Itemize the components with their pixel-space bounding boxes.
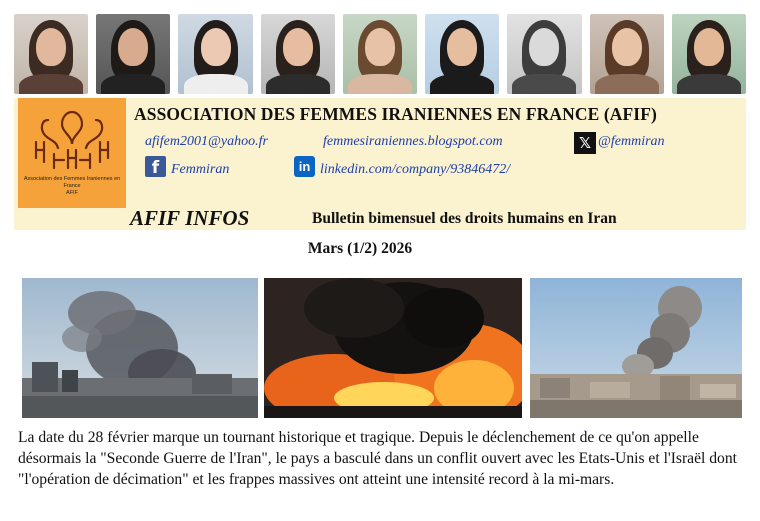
logo-caption bbox=[18, 176, 126, 197]
portrait-8 bbox=[590, 14, 664, 94]
fire-explosion-photo bbox=[264, 278, 522, 418]
city-smoke-photo bbox=[22, 278, 258, 418]
email-link[interactable]: afifem2001@yahoo.fr bbox=[145, 134, 268, 149]
linkedin-icon[interactable]: in bbox=[294, 156, 315, 177]
blog-link[interactable]: femmesiraniennes.blogspot.com bbox=[323, 134, 503, 149]
facebook-icon[interactable]: f bbox=[145, 156, 166, 177]
x-handle-link[interactable]: @femmiran bbox=[598, 134, 665, 149]
afif-logo bbox=[18, 98, 126, 206]
divider bbox=[18, 206, 126, 208]
portrait-2 bbox=[96, 14, 170, 94]
article-paragraph: La date du 28 février marque un tournant historique et tragique. Depuis le déclenchement de ce qu'on appelle désormais la "Seconde Guerre de l'Iran", le pays a basculé dans un conflit ouvert avec les Etats-Unis et l'Israël dont "l'opération de décimation" et les frappes massives ont atteint une intensité record à la mi-mars. bbox=[18, 429, 737, 488]
issue-date: Mars (1/2) 2026 bbox=[307, 240, 413, 257]
portrait-4 bbox=[261, 14, 335, 94]
facebook-link[interactable]: Femmiran bbox=[171, 162, 230, 177]
portrait-7 bbox=[507, 14, 581, 94]
org-title: ASSOCIATION DES FEMMES IRANIENNES EN FRANCE (AFIF) bbox=[134, 104, 657, 124]
portrait-9 bbox=[672, 14, 746, 94]
portrait-6 bbox=[425, 14, 499, 94]
smoke-plume-photo bbox=[530, 278, 742, 418]
x-logo-icon[interactable]: 𝕏 bbox=[574, 132, 596, 154]
portrait-5 bbox=[343, 14, 417, 94]
header-banner bbox=[14, 98, 746, 230]
linkedin-link[interactable]: linkedin.com/company/93846472/ bbox=[320, 162, 511, 177]
bulletin-title: AFIF INFOS bbox=[130, 206, 250, 230]
portrait-1 bbox=[14, 14, 88, 94]
logo-caption-line2: AFIF bbox=[66, 190, 78, 196]
portrait-strip bbox=[14, 14, 746, 94]
bulletin-subtitle: Bulletin bimensuel des droits humains en Iran bbox=[312, 210, 617, 227]
logo-caption-line1: Association des Femmes Iraniennes en France bbox=[23, 176, 121, 189]
afif-logo-icon bbox=[28, 106, 116, 174]
portrait-3 bbox=[178, 14, 252, 94]
